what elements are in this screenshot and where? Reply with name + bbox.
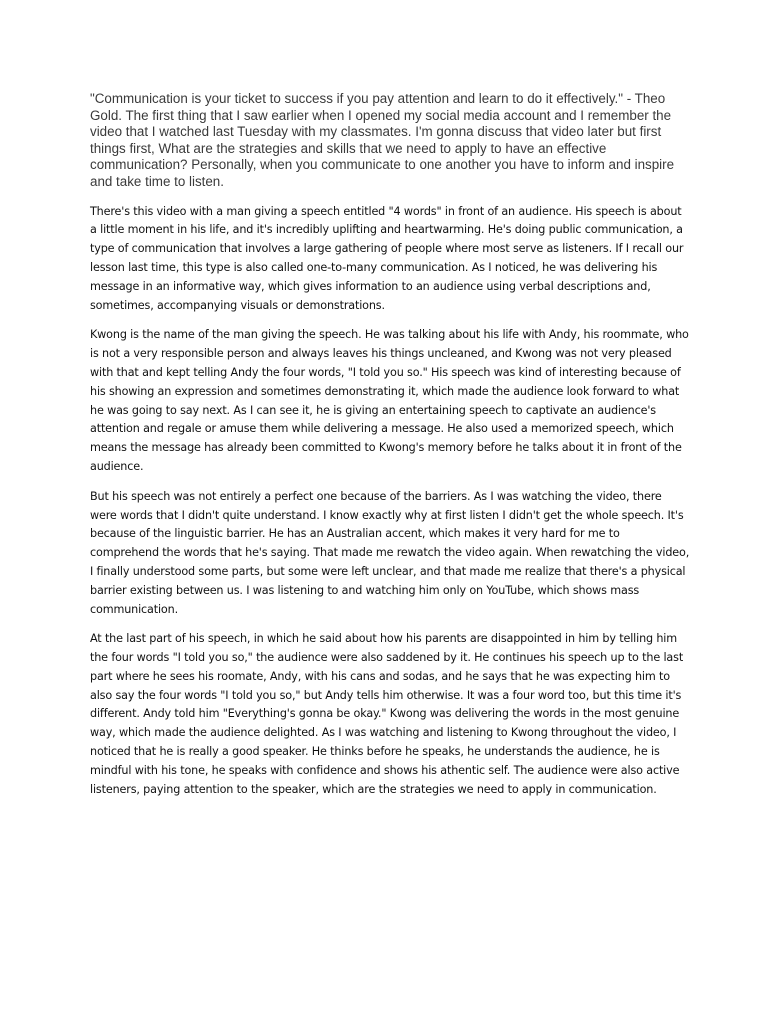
body-paragraph: There's this video with a man giving a speech entitled "4 words" in front of an audience. His speech is about a little moment in his life, and it's incredibly uplifting and heartwarming. He's doing public communication, a type of communication that involves a large gathering of people where most serve as listeners. If I recall our lesson last time, this type is also called one-to-many communication. As I noticed, he was delivering his message in an informative way, which gives information to an audience using verbal descriptions and, sometimes, accompanying visuals or demonstrations. bbox=[90, 204, 684, 312]
body-paragraph: Kwong is the name of the man giving the speech. He was talking about his life with Andy, his roommate, who is not a very responsible person and always leaves his things uncleaned, and Kwong was not very pleased with that and kept telling Andy the four words, "I told you so." His speech was kind of interesting because of his showing an expression and sometimes demonstrating it, which made the audience look forward to what he was going to say next. As I can see it, he is giving an entertaining speech to captivate an audience's attention and regale or amuse them while delivering a message. He also used a memorized speech, which means the message has already been committed to Kwong's memory before he talks about it in front of the audience. bbox=[90, 328, 689, 473]
body-paragraph: But his speech was not entirely a perfect one because of the barriers. As I was watching the video, there were words that I didn't quite understand. I know exactly why at first listen I didn't get the whole speech. It's because of the linguistic barrier. He has an Australian accent, which makes it very hard for me to comprehend the words that he's saying. That made me rewatch the video again. When rewatching the video, I finally understood some parts, but some were left unclear, and that made me realize that there's a physical barrier existing between us. I was listening to and watching him only on YouTube, which shows mass communication. bbox=[90, 489, 690, 616]
document-body bbox=[90, 91, 690, 810]
intro-paragraph: "Communication is your ticket to success if you pay attention and learn to do it effectively." - Theo Gold. The first thing that I saw earlier when I opened my social media account and I remember the video that I watched last Tuesday with my classmates. I'm gonna discuss that video later but first things first, What are the strategies and skills that we need to apply to have an effective communication? Personally, when you communicate to one another you have to inform and inspire and take time to listen. bbox=[90, 91, 675, 189]
body-paragraph: At the last part of his speech, in which he said about how his parents are disappointed in him by telling him the four words "I told you so," the audience were also saddened by it. He continues his speech up to the last part where he sees his roomate, Andy, with his cans and sodas, and he says that he was expecting him to also say the four words "I told you so," but Andy tells him otherwise. It was a four word too, but this time it's different. Andy told him "Everything's gonna be okay." Kwong was delivering the words in the most genuine way, which made the audience delighted. As I was watching and listening to Kwong throughout the video, I noticed that he is really a good speaker. He thinks before he speaks, he understands the audience, he is mindful with his tone, he speaks with confidence and shows his athentic self. The audience were also active listeners, paying attention to the speaker, which are the strategies we need to apply in communication. bbox=[90, 632, 684, 796]
